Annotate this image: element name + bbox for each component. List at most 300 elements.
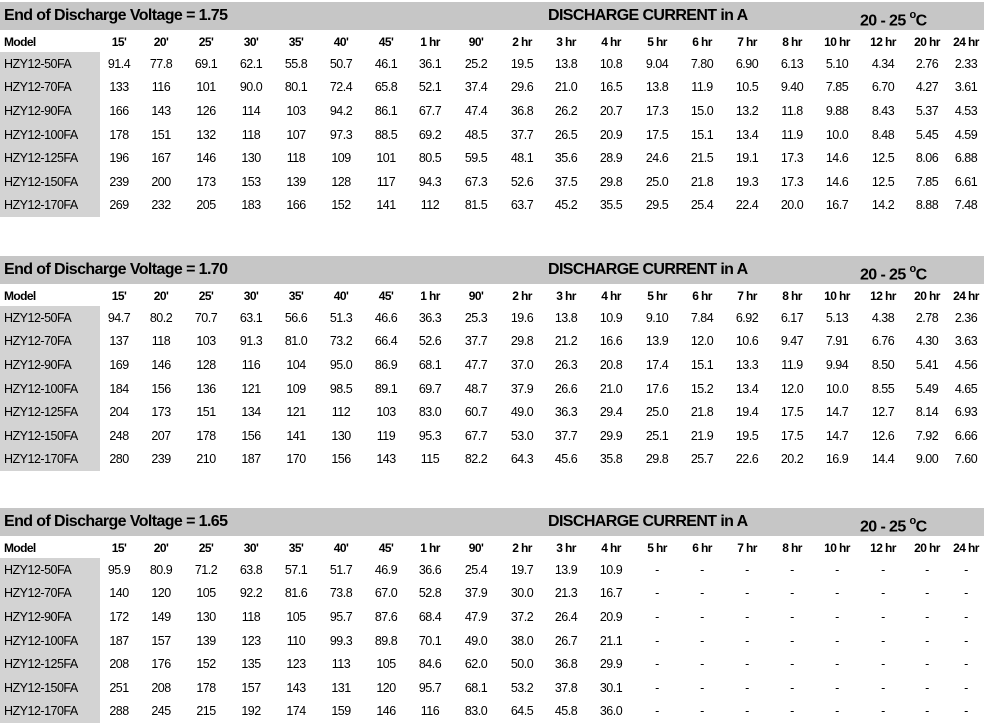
- table-row: [0, 377, 984, 401]
- current-value-cell: -: [790, 609, 794, 624]
- current-value-cell: 9.40: [780, 80, 804, 95]
- current-value-cell: -: [700, 609, 704, 624]
- current-value-cell: 208: [109, 657, 129, 672]
- current-value-cell: 37.5: [554, 174, 578, 189]
- current-value-cell: -: [925, 562, 929, 577]
- duration-column-header: 3 hr: [556, 35, 576, 49]
- duration-column-header: 10 hr: [824, 289, 850, 303]
- model-name-cell: HZY12-170FA: [0, 448, 100, 472]
- current-value-cell: -: [925, 633, 929, 648]
- current-value-cell: 153: [241, 174, 261, 189]
- current-value-cell: 139: [196, 633, 216, 648]
- current-value-cell: 101: [196, 80, 216, 95]
- current-value-cell: 67.0: [374, 586, 398, 601]
- current-value-cell: 239: [109, 174, 129, 189]
- current-value-cell: 6.17: [780, 310, 804, 325]
- duration-column-header: 20': [153, 541, 169, 555]
- current-value-cell: 36.3: [554, 405, 578, 420]
- current-value-cell: 107: [286, 127, 306, 142]
- current-value-cell: 19.6: [510, 310, 534, 325]
- duration-column-header: 15': [111, 289, 127, 303]
- current-value-cell: 173: [151, 405, 171, 420]
- current-value-cell: 64.5: [510, 704, 534, 719]
- current-value-cell: 20.2: [780, 452, 804, 467]
- discharge-current-heading: DISCHARGE CURRENT in A: [548, 7, 748, 24]
- duration-column-header: 45': [378, 541, 394, 555]
- current-value-cell: 49.0: [510, 405, 534, 420]
- table-row: [0, 424, 984, 448]
- current-value-cell: 5.37: [915, 103, 939, 118]
- model-name-cell: HZY12-150FA: [0, 676, 100, 700]
- duration-column-header: 45': [378, 289, 394, 303]
- current-value-cell: 26.2: [554, 103, 578, 118]
- current-value-cell: 91.4: [107, 56, 131, 71]
- model-name-cell: HZY12-70FA: [0, 76, 100, 100]
- model-name-cell: HZY12-150FA: [0, 170, 100, 194]
- duration-column-header: 6 hr: [692, 289, 712, 303]
- current-value-cell: 134: [241, 405, 261, 420]
- current-value-cell: 5.10: [825, 56, 849, 71]
- current-value-cell: 123: [286, 657, 306, 672]
- current-value-cell: 51.7: [329, 562, 353, 577]
- duration-column-header: 30': [243, 289, 259, 303]
- current-value-cell: 110: [286, 633, 306, 648]
- current-value-cell: 208: [151, 680, 171, 695]
- current-value-cell: 24.6: [645, 151, 669, 166]
- current-value-cell: 45.8: [554, 704, 578, 719]
- model-name-cell: HZY12-150FA: [0, 424, 100, 448]
- current-value-cell: 128: [331, 174, 351, 189]
- current-value-cell: -: [881, 586, 885, 601]
- section-title-bar: [0, 256, 984, 284]
- current-value-cell: -: [745, 586, 749, 601]
- current-value-cell: 288: [109, 704, 129, 719]
- current-value-cell: 20.9: [599, 127, 623, 142]
- current-value-cell: 126: [196, 103, 216, 118]
- discharge-current-table: [0, 286, 984, 471]
- duration-column-header: 6 hr: [692, 35, 712, 49]
- model-name-cell: HZY12-125FA: [0, 652, 100, 676]
- current-value-cell: 143: [151, 103, 171, 118]
- current-value-cell: 166: [286, 198, 306, 213]
- current-value-cell: -: [835, 562, 839, 577]
- current-value-cell: 89.1: [374, 381, 398, 396]
- current-value-cell: 48.5: [464, 127, 488, 142]
- duration-column-header: 25': [198, 541, 214, 555]
- current-value-cell: 82.2: [464, 452, 488, 467]
- current-value-cell: 8.43: [871, 103, 895, 118]
- duration-column-header: 2 hr: [512, 289, 532, 303]
- current-value-cell: 5.45: [915, 127, 939, 142]
- current-value-cell: 4.30: [915, 334, 939, 349]
- current-value-cell: 169: [109, 357, 129, 372]
- current-value-cell: 20.9: [599, 609, 623, 624]
- current-value-cell: 68.1: [418, 357, 442, 372]
- current-value-cell: 157: [241, 680, 261, 695]
- current-value-cell: 29.8: [599, 174, 623, 189]
- current-value-cell: -: [700, 633, 704, 648]
- current-value-cell: 36.0: [599, 704, 623, 719]
- current-value-cell: -: [964, 657, 968, 672]
- current-value-cell: -: [655, 680, 659, 695]
- duration-column-header: 90': [468, 541, 484, 555]
- temperature-unit: C: [915, 266, 927, 284]
- model-name-cell: HZY12-50FA: [0, 52, 100, 76]
- current-value-cell: 12.7: [871, 405, 895, 420]
- current-value-cell: 215: [196, 704, 216, 719]
- current-value-cell: 46.1: [374, 56, 398, 71]
- current-value-cell: 28.9: [599, 151, 623, 166]
- current-value-cell: 112: [331, 405, 351, 420]
- current-value-cell: 70.7: [194, 310, 218, 325]
- table-row: [0, 330, 984, 354]
- current-value-cell: 84.6: [418, 657, 442, 672]
- current-value-cell: -: [655, 586, 659, 601]
- current-value-cell: -: [964, 609, 968, 624]
- current-value-cell: 7.85: [915, 174, 939, 189]
- current-value-cell: -: [700, 562, 704, 577]
- current-value-cell: -: [700, 657, 704, 672]
- current-value-cell: 29.9: [599, 657, 623, 672]
- current-value-cell: 89.8: [374, 633, 398, 648]
- current-value-cell: -: [790, 704, 794, 719]
- current-value-cell: 151: [151, 127, 171, 142]
- duration-column-header: 20 hr: [914, 289, 940, 303]
- current-value-cell: 3.61: [954, 80, 978, 95]
- current-value-cell: 95.9: [107, 562, 131, 577]
- current-value-cell: 66.4: [374, 334, 398, 349]
- current-value-cell: 105: [196, 586, 216, 601]
- current-value-cell: -: [835, 704, 839, 719]
- current-value-cell: 53.2: [510, 680, 534, 695]
- current-value-cell: 19.4: [735, 405, 759, 420]
- current-value-cell: 83.0: [418, 405, 442, 420]
- current-value-cell: 88.5: [374, 127, 398, 142]
- duration-column-header: 4 hr: [601, 541, 621, 555]
- current-value-cell: 25.0: [645, 405, 669, 420]
- current-value-cell: 30.0: [510, 586, 534, 601]
- model-name-cell: HZY12-90FA: [0, 353, 100, 377]
- current-value-cell: 26.3: [554, 357, 578, 372]
- current-value-cell: 47.9: [464, 609, 488, 624]
- current-value-cell: 170: [286, 452, 306, 467]
- current-value-cell: 9.00: [915, 452, 939, 467]
- current-value-cell: 21.2: [554, 334, 578, 349]
- current-value-cell: 204: [109, 405, 129, 420]
- current-value-cell: 14.6: [825, 151, 849, 166]
- current-value-cell: 2.76: [915, 56, 939, 71]
- discharge-current-table: [0, 32, 984, 217]
- current-value-cell: 52.8: [418, 586, 442, 601]
- current-value-cell: 146: [376, 704, 396, 719]
- current-value-cell: 63.7: [510, 198, 534, 213]
- current-value-cell: 95.7: [418, 680, 442, 695]
- current-value-cell: 12.0: [690, 334, 714, 349]
- current-value-cell: -: [964, 586, 968, 601]
- current-value-cell: 11.8: [781, 103, 803, 118]
- current-value-cell: 15.1: [690, 357, 714, 372]
- duration-column-header: 5 hr: [647, 35, 667, 49]
- table-row: [0, 652, 984, 676]
- duration-column-header: 4 hr: [601, 35, 621, 49]
- degree-symbol: o: [909, 263, 916, 275]
- duration-column-header: 4 hr: [601, 289, 621, 303]
- current-value-cell: 29.8: [510, 334, 534, 349]
- current-value-cell: -: [700, 680, 704, 695]
- current-value-cell: 8.50: [871, 357, 895, 372]
- model-name-cell: HZY12-70FA: [0, 582, 100, 606]
- end-voltage-title: End of Discharge Voltage = 1.70: [4, 261, 228, 278]
- current-value-cell: 98.5: [329, 381, 353, 396]
- current-value-cell: 132: [196, 127, 216, 142]
- current-value-cell: 53.0: [510, 428, 534, 443]
- degree-symbol: o: [909, 9, 916, 21]
- current-value-cell: 17.3: [780, 174, 804, 189]
- current-value-cell: 120: [376, 680, 396, 695]
- degree-symbol: o: [909, 515, 916, 527]
- current-value-cell: 10.0: [825, 381, 849, 396]
- current-value-cell: 37.7: [510, 127, 534, 142]
- current-value-cell: 37.0: [510, 357, 534, 372]
- current-value-cell: 269: [109, 198, 129, 213]
- current-value-cell: 113: [331, 657, 351, 672]
- current-value-cell: 55.8: [284, 56, 308, 71]
- current-value-cell: 4.27: [915, 80, 939, 95]
- current-value-cell: 135: [241, 657, 261, 672]
- current-value-cell: 156: [241, 428, 261, 443]
- current-value-cell: 21.0: [599, 381, 623, 396]
- current-value-cell: 156: [331, 452, 351, 467]
- section-title-bar: [0, 2, 984, 30]
- current-value-cell: 13.9: [645, 334, 669, 349]
- current-value-cell: 118: [241, 127, 261, 142]
- duration-column-header: 7 hr: [737, 35, 757, 49]
- current-value-cell: 4.56: [954, 357, 978, 372]
- temperature-range: [860, 2, 927, 35]
- duration-column-header: 8 hr: [782, 541, 802, 555]
- current-value-cell: 121: [241, 381, 261, 396]
- current-value-cell: 130: [241, 151, 261, 166]
- duration-column-header: 25': [198, 289, 214, 303]
- current-value-cell: 21.8: [690, 405, 714, 420]
- current-value-cell: 29.8: [645, 452, 669, 467]
- current-value-cell: 15.1: [690, 127, 714, 142]
- current-value-cell: 26.5: [554, 127, 578, 142]
- duration-column-header: 8 hr: [782, 289, 802, 303]
- model-name-cell: HZY12-125FA: [0, 400, 100, 424]
- current-value-cell: 139: [286, 174, 306, 189]
- current-value-cell: -: [745, 562, 749, 577]
- duration-column-header: 90': [468, 35, 484, 49]
- current-value-cell: 81.5: [464, 198, 488, 213]
- duration-column-header: 40': [333, 541, 349, 555]
- duration-column-header: 2 hr: [512, 35, 532, 49]
- model-name-cell: HZY12-100FA: [0, 377, 100, 401]
- table-row: [0, 605, 984, 629]
- current-value-cell: 12.5: [871, 151, 895, 166]
- temperature-value: 20 - 25: [860, 266, 910, 284]
- current-value-cell: 118: [241, 609, 261, 624]
- model-column-header: Model: [4, 541, 36, 555]
- current-value-cell: 119: [376, 428, 396, 443]
- current-value-cell: 80.2: [149, 310, 173, 325]
- model-name-cell: HZY12-125FA: [0, 146, 100, 170]
- current-value-cell: -: [745, 657, 749, 672]
- current-value-cell: 232: [151, 198, 171, 213]
- current-value-cell: 26.7: [554, 633, 578, 648]
- current-value-cell: 91.3: [239, 334, 263, 349]
- current-value-cell: 103: [286, 103, 306, 118]
- current-value-cell: 36.6: [418, 562, 442, 577]
- current-value-cell: -: [964, 633, 968, 648]
- current-value-cell: 205: [196, 198, 216, 213]
- current-value-cell: 109: [286, 381, 306, 396]
- current-value-cell: 4.38: [871, 310, 895, 325]
- current-value-cell: 2.78: [915, 310, 939, 325]
- current-value-cell: 16.7: [599, 586, 623, 601]
- model-name-cell: HZY12-100FA: [0, 123, 100, 147]
- model-name-cell: HZY12-170FA: [0, 700, 100, 724]
- current-value-cell: 167: [151, 151, 171, 166]
- current-value-cell: 52.6: [418, 334, 442, 349]
- current-value-cell: 36.8: [510, 103, 534, 118]
- current-value-cell: 5.41: [915, 357, 939, 372]
- current-value-cell: 105: [286, 609, 306, 624]
- duration-column-header: 15': [111, 35, 127, 49]
- current-value-cell: 69.7: [418, 381, 442, 396]
- current-value-cell: -: [835, 633, 839, 648]
- section-title-bar: [0, 508, 984, 536]
- duration-column-header: 2 hr: [512, 541, 532, 555]
- current-value-cell: 12.6: [871, 428, 895, 443]
- duration-column-header: 30': [243, 35, 259, 49]
- current-value-cell: 120: [151, 586, 171, 601]
- current-value-cell: 35.8: [599, 452, 623, 467]
- duration-column-header: 8 hr: [782, 35, 802, 49]
- current-value-cell: 239: [151, 452, 171, 467]
- table-row: [0, 99, 984, 123]
- duration-column-header: 7 hr: [737, 541, 757, 555]
- current-value-cell: 4.59: [954, 127, 978, 142]
- current-value-cell: 159: [331, 704, 351, 719]
- current-value-cell: -: [925, 680, 929, 695]
- current-value-cell: -: [790, 586, 794, 601]
- current-value-cell: 17.3: [780, 151, 804, 166]
- current-value-cell: 48.7: [464, 381, 488, 396]
- current-value-cell: 87.6: [374, 609, 398, 624]
- current-value-cell: 131: [331, 680, 351, 695]
- duration-column-header: 5 hr: [647, 541, 667, 555]
- current-value-cell: 67.3: [464, 174, 488, 189]
- current-value-cell: 22.6: [735, 452, 759, 467]
- current-value-cell: 121: [286, 405, 306, 420]
- current-value-cell: 16.6: [599, 334, 623, 349]
- current-value-cell: 95.7: [329, 609, 353, 624]
- current-value-cell: 133: [109, 80, 129, 95]
- duration-column-header: 90': [468, 289, 484, 303]
- current-value-cell: 104: [286, 357, 306, 372]
- current-value-cell: 9.94: [825, 357, 849, 372]
- current-value-cell: 8.06: [915, 151, 939, 166]
- current-value-cell: 109: [331, 151, 351, 166]
- current-value-cell: 4.65: [954, 381, 978, 396]
- current-value-cell: 29.9: [599, 428, 623, 443]
- duration-column-header: 12 hr: [870, 35, 896, 49]
- duration-column-header: 24 hr: [953, 541, 979, 555]
- current-value-cell: 6.93: [954, 405, 978, 420]
- current-value-cell: -: [790, 633, 794, 648]
- current-value-cell: 92.2: [239, 586, 263, 601]
- current-value-cell: 22.4: [735, 198, 759, 213]
- current-value-cell: -: [655, 609, 659, 624]
- current-value-cell: 45.6: [554, 452, 578, 467]
- duration-column-header: 15': [111, 541, 127, 555]
- current-value-cell: 25.2: [464, 56, 488, 71]
- current-value-cell: 7.91: [825, 334, 849, 349]
- duration-column-header: 20': [153, 289, 169, 303]
- current-value-cell: -: [745, 609, 749, 624]
- duration-column-header: 20 hr: [914, 35, 940, 49]
- current-value-cell: 200: [151, 174, 171, 189]
- current-value-cell: 130: [196, 609, 216, 624]
- current-value-cell: 80.5: [418, 151, 442, 166]
- current-value-cell: -: [700, 704, 704, 719]
- current-value-cell: 13.9: [554, 562, 578, 577]
- end-voltage-title: End of Discharge Voltage = 1.75: [4, 7, 228, 24]
- current-value-cell: 10.8: [599, 56, 623, 71]
- duration-column-header: 3 hr: [556, 289, 576, 303]
- current-value-cell: 65.8: [374, 80, 398, 95]
- current-value-cell: 69.1: [194, 56, 218, 71]
- current-value-cell: 25.1: [645, 428, 669, 443]
- duration-column-header: 20 hr: [914, 541, 940, 555]
- duration-column-header: 1 hr: [420, 289, 440, 303]
- current-value-cell: 9.10: [645, 310, 669, 325]
- model-name-cell: HZY12-100FA: [0, 629, 100, 653]
- duration-column-header: 24 hr: [953, 35, 979, 49]
- table-row: [0, 123, 984, 147]
- current-value-cell: 11.9: [691, 80, 713, 95]
- current-value-cell: 21.1: [599, 633, 623, 648]
- current-value-cell: 183: [241, 198, 261, 213]
- current-value-cell: 81.6: [284, 586, 308, 601]
- current-value-cell: 4.34: [871, 56, 895, 71]
- current-value-cell: 14.7: [825, 405, 849, 420]
- current-value-cell: 2.33: [954, 56, 978, 71]
- model-name-cell: HZY12-50FA: [0, 558, 100, 582]
- current-value-cell: 2.36: [954, 310, 978, 325]
- current-value-cell: 7.48: [954, 198, 978, 213]
- current-value-cell: 149: [151, 609, 171, 624]
- current-value-cell: 245: [151, 704, 171, 719]
- current-value-cell: 25.0: [645, 174, 669, 189]
- current-value-cell: 116: [241, 357, 261, 372]
- current-value-cell: 166: [109, 103, 129, 118]
- current-value-cell: 63.1: [239, 310, 263, 325]
- current-value-cell: 8.48: [871, 127, 895, 142]
- current-value-cell: -: [925, 704, 929, 719]
- current-value-cell: 26.6: [554, 381, 578, 396]
- current-value-cell: -: [964, 704, 968, 719]
- current-value-cell: 178: [109, 127, 129, 142]
- current-value-cell: 280: [109, 452, 129, 467]
- current-value-cell: -: [655, 657, 659, 672]
- discharge-current-heading: DISCHARGE CURRENT in A: [548, 261, 748, 278]
- current-value-cell: 77.8: [149, 56, 173, 71]
- duration-column-header: 1 hr: [420, 35, 440, 49]
- current-value-cell: 21.5: [690, 151, 714, 166]
- model-name-cell: HZY12-50FA: [0, 306, 100, 330]
